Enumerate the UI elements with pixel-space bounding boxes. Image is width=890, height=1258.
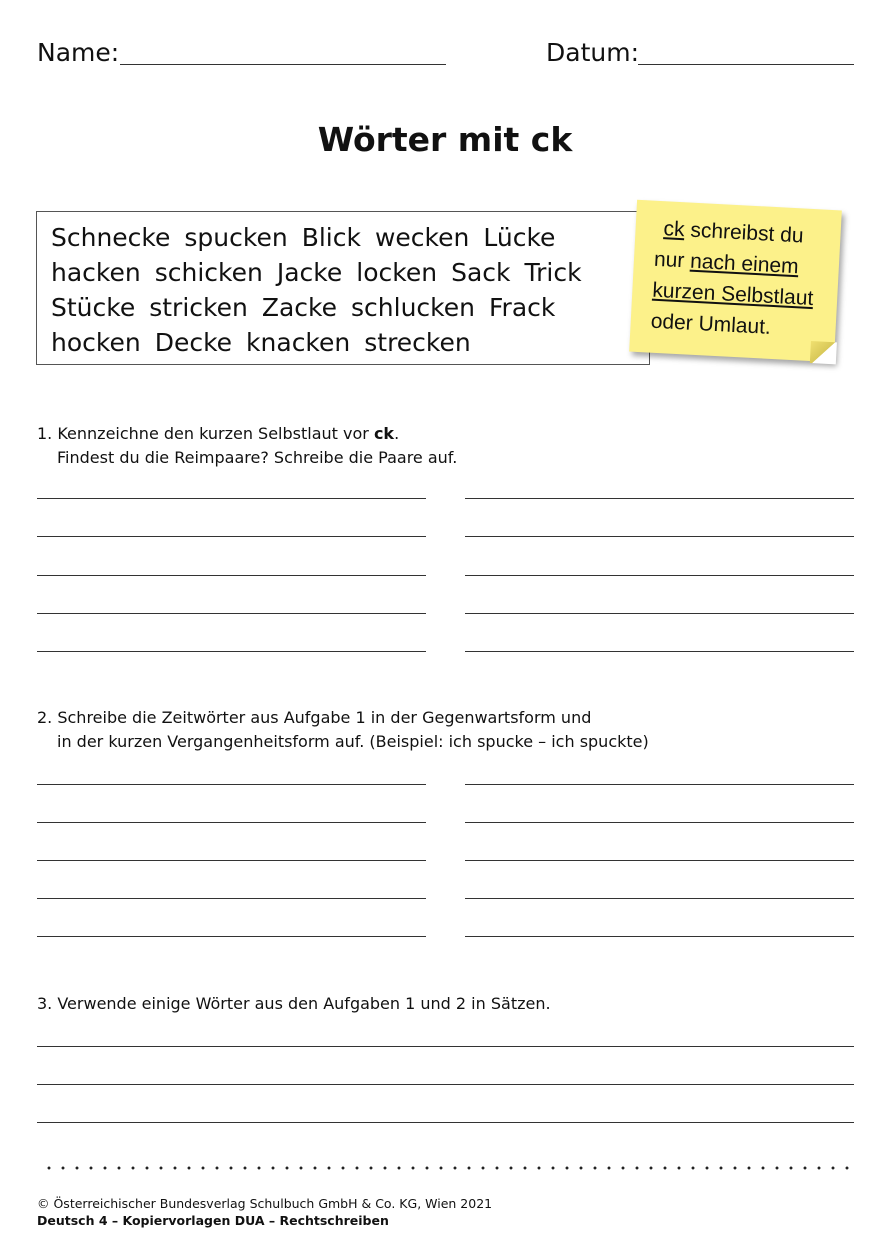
note-ck: ck <box>663 217 686 242</box>
writing-line[interactable] <box>465 860 854 861</box>
word: hacken <box>51 258 141 287</box>
task-2-instruction <box>37 706 649 754</box>
task-text: . <box>394 424 400 443</box>
writing-line[interactable] <box>37 898 426 899</box>
word: strecken <box>364 328 471 357</box>
word: Decke <box>154 328 233 357</box>
page-curl-icon <box>810 341 837 364</box>
task-3-instruction: 3. Verwende einige Wörter aus den Aufgaben 1 und 2 in Sätzen. <box>37 994 551 1013</box>
writing-line[interactable] <box>37 613 426 614</box>
writing-line[interactable] <box>37 822 426 823</box>
writing-line[interactable] <box>465 898 854 899</box>
word: Jacke <box>276 258 343 287</box>
sticky-note <box>629 200 842 363</box>
note-line-2 <box>653 248 799 280</box>
writing-line[interactable] <box>465 575 854 576</box>
word: Blick <box>301 223 361 252</box>
page-title: Wörter mit ck <box>317 120 573 159</box>
task-text: in der kurzen Vergangenheitsform auf. (Beispiel: ich spucke – ich spuckte) <box>57 732 649 751</box>
dotted-divider <box>42 1165 852 1171</box>
writing-line[interactable] <box>37 1084 854 1085</box>
task-bold-text: ck <box>373 424 395 443</box>
writing-line[interactable] <box>465 784 854 785</box>
word-row <box>51 222 569 254</box>
writing-line[interactable] <box>37 860 426 861</box>
writing-line[interactable] <box>465 498 854 499</box>
task-text: 2. Schreibe die Zeitwörter aus Aufgabe 1 in der Gegenwartsform und <box>37 708 592 727</box>
note-text: nur <box>653 247 691 273</box>
word-box <box>36 211 650 365</box>
word: Frack <box>488 293 556 322</box>
note-underlined-text: nach einem <box>689 249 800 279</box>
writing-line[interactable] <box>465 651 854 652</box>
writing-line[interactable] <box>37 498 426 499</box>
writing-line[interactable] <box>465 536 854 537</box>
writing-line[interactable] <box>37 1122 854 1123</box>
word-row <box>51 327 485 359</box>
note-text: schreibst du <box>684 218 805 248</box>
task-text: Findest du die Reimpaare? Schreibe die Paare auf. <box>57 448 458 467</box>
date-label: Datum: <box>546 38 639 67</box>
writing-line[interactable] <box>37 651 426 652</box>
writing-line[interactable] <box>37 575 426 576</box>
writing-line[interactable] <box>465 822 854 823</box>
footer-book-title: Deutsch 4 – Kopiervorlagen DUA – Rechtschreiben <box>37 1213 389 1228</box>
writing-line[interactable] <box>37 1046 854 1047</box>
writing-line[interactable] <box>37 936 426 937</box>
word: stricken <box>149 293 248 322</box>
writing-line[interactable] <box>37 536 426 537</box>
note-line-1 <box>663 217 804 248</box>
task-1-instruction <box>37 422 457 470</box>
word: Schnecke <box>51 223 171 252</box>
word: wecken <box>374 223 470 252</box>
note-line-3 <box>652 279 814 311</box>
note-underlined-text: kurzen Selbstlaut <box>651 278 814 311</box>
word: Sack <box>451 258 511 287</box>
note-line-4: oder Umlaut. <box>650 309 772 339</box>
date-field-line[interactable] <box>638 64 854 65</box>
word: schicken <box>154 258 263 287</box>
task-text: 1. Kennzeichne den kurzen Selbstlaut vor <box>37 424 374 443</box>
word-row <box>51 257 596 289</box>
word: Lücke <box>483 223 556 252</box>
name-label: Name: <box>37 38 120 67</box>
writing-line[interactable] <box>465 613 854 614</box>
word: Stücke <box>51 293 136 322</box>
word: locken <box>356 258 438 287</box>
writing-line[interactable] <box>37 784 426 785</box>
word: hocken <box>51 328 141 357</box>
word: Zacke <box>261 293 338 322</box>
word: Trick <box>524 258 582 287</box>
word: knacken <box>246 328 351 357</box>
word: schlucken <box>351 293 475 322</box>
footer-copyright: © Österreichischer Bundesverlag Schulbuch GmbH & Co. KG, Wien 2021 <box>37 1196 493 1211</box>
word: spucken <box>184 223 288 252</box>
writing-line[interactable] <box>465 936 854 937</box>
word-row <box>51 292 569 324</box>
name-field-line[interactable] <box>120 64 446 65</box>
